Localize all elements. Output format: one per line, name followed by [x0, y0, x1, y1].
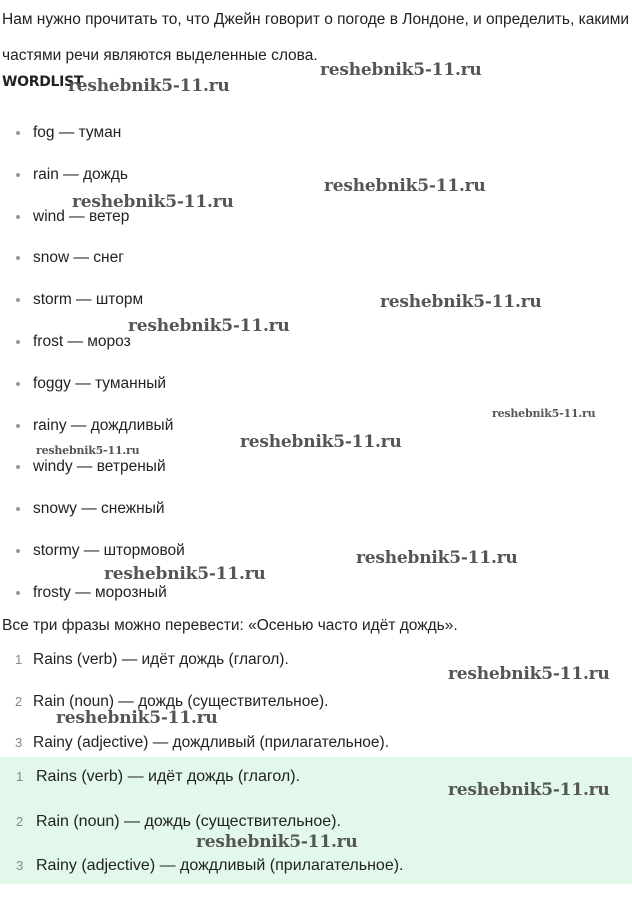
- watermark: reshebnik5-11.ru: [448, 780, 610, 800]
- list-item: snowy — снежный: [0, 488, 185, 530]
- watermark: reshebnik5-11.ru: [36, 444, 140, 457]
- wordlist: [0, 112, 185, 614]
- watermark: reshebnik5-11.ru: [356, 548, 518, 568]
- item-number: 1: [15, 652, 23, 667]
- list-item: [0, 846, 632, 891]
- watermark: reshebnik5-11.ru: [492, 407, 596, 420]
- watermark: reshebnik5-11.ru: [448, 664, 610, 684]
- watermark: reshebnik5-11.ru: [56, 708, 218, 728]
- item-text: Rainy (adjective) — дождливый (прилагательное).: [36, 857, 404, 874]
- list-item: snow — снег: [0, 237, 185, 279]
- item-text: Rains (verb) — идёт дождь (глагол).: [33, 651, 289, 668]
- list-item: frost — мороз: [0, 321, 185, 363]
- watermark: reshebnik5-11.ru: [380, 292, 542, 312]
- item-number: 3: [16, 858, 24, 873]
- watermark: reshebnik5-11.ru: [68, 76, 230, 96]
- watermark: reshebnik5-11.ru: [196, 832, 358, 852]
- list-item: frosty — морозный: [0, 572, 185, 614]
- summary-text: Все три фразы можно перевести: «Осенью часто идёт дождь».: [2, 617, 458, 634]
- item-number: 1: [16, 769, 24, 784]
- list-item: fog — туман: [0, 112, 185, 154]
- watermark: reshebnik5-11.ru: [72, 192, 234, 212]
- item-text: Rainy (adjective) — дождливый (прилагательное).: [33, 734, 390, 752]
- list-item: rain — дождь: [0, 154, 185, 196]
- list-item: wind — ветер: [0, 196, 185, 238]
- wordlist-heading: WORDLIST: [2, 74, 84, 90]
- watermark: reshebnik5-11.ru: [240, 432, 402, 452]
- item-number: 2: [16, 813, 24, 829]
- item-text: Rain (noun) — дождь (существительное).: [33, 692, 329, 710]
- list-item: windy — ветреный: [0, 446, 185, 488]
- item-text: Rain (noun) — дождь (существительное).: [36, 812, 341, 830]
- list-item: foggy — туманный: [0, 363, 185, 405]
- answer-box: [0, 757, 632, 884]
- item-number: 2: [15, 693, 23, 709]
- item-text: Rains (verb) — идёт дождь (глагол).: [36, 768, 301, 785]
- watermark: reshebnik5-11.ru: [320, 60, 482, 80]
- watermark: reshebnik5-11.ru: [104, 564, 266, 584]
- phrase-list: [0, 639, 389, 764]
- list-item: [0, 639, 389, 681]
- watermark: reshebnik5-11.ru: [324, 176, 486, 196]
- watermark: reshebnik5-11.ru: [128, 316, 290, 336]
- item-number: 3: [15, 735, 23, 751]
- intro-text: Нам нужно прочитать то, что Джейн говорит о погоде в Лондоне, и определить, какими частями речи являются выделенные слова.: [2, 11, 630, 64]
- list-item: stormy — штормовой: [0, 530, 185, 572]
- list-item: storm — шторм: [0, 279, 185, 321]
- list-item: rainy — дождливый: [0, 405, 185, 447]
